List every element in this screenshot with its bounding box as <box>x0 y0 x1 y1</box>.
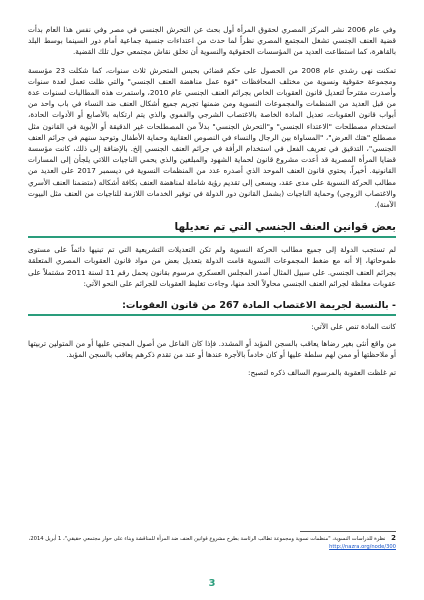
footnote-number: 2 <box>391 534 396 542</box>
subheading-rape-article <box>28 299 396 316</box>
heading-underline <box>28 236 396 238</box>
paragraph-amendment-intro: تم غلظت العقوبة بالمرسوم السالف ذكره لتصبح: <box>248 368 396 378</box>
footnote-link[interactable]: http://nazra.org/node/300 <box>329 544 396 550</box>
paragraph-article-text: من واقع أنثى بغير رضاها يعاقب بالسجن المؤبد أو المشدد. فإذا كان الفاعل من أصول المجني عليها أو من المتولين تربيتها أو ملاحظتها أو ممن لهم سلطة عليها أو كان خادماً بالأجرة عندها أو عند من تقدم ذكرهم يعاقب بالسجن المؤبد. <box>28 339 396 360</box>
subheading-underline <box>28 314 396 316</box>
paragraph-feminist-demands: تمكنت نهى رشدي عام 2008 من الحصول على حكم قضائي بحبس المتحرش ثلاث سنوات، كما شكلت 23 مؤسسة ومجموعة حقوقية ونسوية من مختلف المحافظات "قوة عمل مناهضة العنف الجنسي" والتي ظلت تعمل لعدة سنوات وأصدرت مقترحاً لتعديل قانون العقوبات الخاص بجرائم العنف الجنسي عام 2010، واستمرت هذه المطالبات لسنوات عدة من قبل العديد من المنظمات والمجموعات النسوية ومن ضمنها تجريم جميع أشكال العنف ضد النساء في باب واحد من أبواب قانون العقوبات، تعديل المادة الخاصة بالاغتصاب الشرجي والفموي والذي يتم ارتكابه بالأصابع أو الأدوات الحادة، استخدام مصطلحات "الاعتداء الجنسي" و"التحرش الجنسي" بدلاً من المصطلحات غير الدقيقة أو الأبوية في القانون مثل مصطلح "هتك العرض"، "المساواة بين الرجال والنساء في النصوص العقابية وحماية الأطفال وتوحيد سنهم في جرائم العنف الجنسي"، التدقيق في تعريف الفعل في استخدام الرأفة في جرائم العنف الجنسي إلخ. بالإضافة إلى ذلك، كانت مؤسسة قضايا المرأة المصرية قد أعدت مشروع قانون لحماية الشهود والمبلغين والذي يحمي الناجيات اللاتي يلجأن إلى المسارات القانونية. أخيراً، يحتوي قانون العنف الموحد الذي أصدره عدد من المنظمات النسوية في ديسمبر 2017 على العديد من مطالب الحركة النسوية على مدى عقد، ويسعى إلى تقديم رؤية شاملة لمناهضة العنف بكافة أشكاله (متضمنا العنف الأسري والاغتصاب الزوجي) وحماية الناجيات (بشمل القانون دور الدولة في توفير الخدمات اللازمة للناجيات من العنف مثل البيوت الآمنة). <box>28 65 396 210</box>
section-heading-text: بعض قوانين العنف الجنسي التي تم تعديلها <box>174 221 396 234</box>
footnote-text: نظرة للدراسات النسوية، "منظمات نسوية ومجموعة تطالب الرئاسة بطرح مشروع قوانين العنف ضد المرأة للمناقشة وبناء على حوار مجتمعي حقيقي"، 1 أبريل 2014، <box>28 536 386 542</box>
paragraph-intro: وفي عام 2006 نشر المركز المصري لحقوق المرأة أول بحث عن التحرش الجنسي في مصر وفي نفس هذا العام بدأت قضية العنف الجنسي تشغل المجتمع المصري نظراً لما حدث من اعتداءات جنسية جماعية أمام دور السينما بوسط البلد بالقاهرة، كما استطاعت العديد من المؤسسات الحقوقية والنسوية أن تخلق نقاش مجتمعي حول تلك القضية. <box>28 25 397 57</box>
section-heading-amended-laws <box>28 220 396 238</box>
law-text-intro: كانت المادة تنص على الآتي: <box>311 322 396 332</box>
paragraph-state-response: لم تستجب الدولة إلى جميع مطالب الحركة النسوية ولم تكن التعديلات التشريعية التي تم تبنيها دائماً على مستوى طموحاتها، إلا أنه مع ضغط المجموعات النسوية قامت الدولة بتعديل بعض من مواد قانون العقوبات المصري المتعلقة بجرائم العنف الجنسي. على سبيل المثال أصدر المجلس العسكري مرسوم بقانون يحمل رقم 11 لسنة 2011 مشتملاً على عقوبات مغلظة لجرائم العنف الجنسي محاولاً الحد منها، وجاءت تغليظ العقوبات للجرائم على النحو الآتي: <box>28 245 396 288</box>
footnote <box>28 534 396 551</box>
document-page <box>28 24 396 600</box>
subheading-text: - بالنسبة لجريمة الاغتصاب المادة 267 من قانون العقوبات: <box>122 300 396 312</box>
footnote-divider <box>300 531 396 532</box>
page-number: 3 <box>208 578 216 589</box>
